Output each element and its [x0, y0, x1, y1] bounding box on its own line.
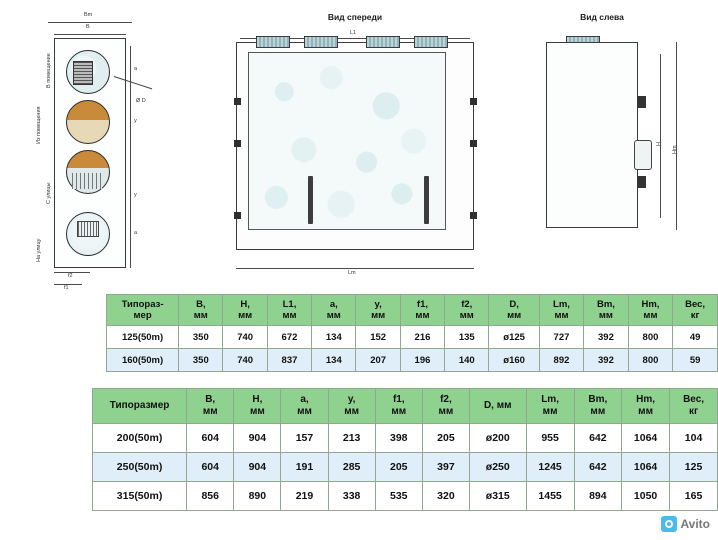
th-b: B, мм	[179, 295, 223, 326]
cell-lm: 727	[539, 326, 583, 349]
mount-bracket-tr	[470, 98, 477, 105]
mount-bracket-mr	[470, 140, 477, 147]
cell-y: 285	[328, 453, 375, 482]
cell-a: 219	[281, 482, 328, 511]
avito-logo-icon	[661, 516, 677, 532]
dim-d-label: Ø D	[136, 98, 146, 104]
cell-f2: 140	[445, 349, 489, 372]
avito-watermark-label: Avito	[680, 517, 710, 531]
dim-f2-label: f2	[68, 273, 73, 279]
door-handle-left[interactable]	[308, 176, 313, 224]
cell-weight: 165	[670, 482, 718, 511]
dim-y1-label: y	[134, 118, 137, 124]
th-model: Типораз- мер	[107, 295, 179, 326]
port-circle-3	[66, 150, 110, 194]
cell-b: 350	[179, 326, 223, 349]
cell-lm: 1245	[526, 453, 574, 482]
dim-y2-label: y	[134, 192, 137, 198]
table-row	[107, 326, 718, 349]
dim-bm-line	[48, 22, 132, 23]
port-circle-1	[66, 50, 110, 94]
cell-hm: 1050	[622, 482, 670, 511]
front-panel-face	[248, 52, 446, 230]
side-dim-hm-label: Hm	[672, 145, 678, 154]
th-h: H, мм	[223, 295, 267, 326]
th-b: B, мм	[187, 389, 234, 424]
side-connector-1	[638, 96, 646, 108]
cell-bm: 642	[574, 453, 621, 482]
door-handle-right[interactable]	[424, 176, 429, 224]
cell-weight: 104	[670, 424, 718, 453]
cell-b: 350	[179, 349, 223, 372]
side-dim-h-line	[660, 54, 661, 218]
cell-y: 338	[328, 482, 375, 511]
cell-model: 200(50m)	[93, 424, 187, 453]
port-circle-2	[66, 100, 110, 144]
cell-hm: 1064	[622, 453, 670, 482]
cell-bm: 392	[584, 326, 629, 349]
th-lm: Lm, мм	[539, 295, 583, 326]
th-hm: Hm, мм	[628, 295, 673, 326]
th-y: y, мм	[328, 389, 375, 424]
mount-bracket-ml	[234, 140, 241, 147]
cell-model: 160(50m)	[107, 349, 179, 372]
side-dim-h-label: H	[656, 142, 662, 146]
label-in-room: В помещение	[46, 53, 52, 88]
th-d: D, мм	[489, 295, 539, 326]
cell-lm: 955	[526, 424, 574, 453]
cell-hm: 1064	[622, 424, 670, 453]
front-dim-lm-label: Lm	[348, 270, 356, 276]
cell-h: 740	[223, 326, 267, 349]
front-view	[228, 30, 483, 276]
cell-h: 890	[234, 482, 281, 511]
left-view-title: Вид слева	[580, 12, 624, 22]
spec-table-small	[106, 294, 718, 372]
th-model: Типоразмер	[93, 389, 187, 424]
cell-y: 213	[328, 424, 375, 453]
th-l1: L1, мм	[267, 295, 311, 326]
dim-f1-label: f1	[64, 285, 69, 291]
cell-hm: 800	[628, 326, 673, 349]
top-duct-2	[304, 36, 338, 48]
cell-f1: 216	[400, 326, 444, 349]
cell-y: 207	[356, 349, 400, 372]
th-f2: f2, мм	[445, 295, 489, 326]
table-row	[107, 349, 718, 372]
th-f1: f1, мм	[375, 389, 422, 424]
table-row	[93, 424, 718, 453]
th-bm: Bm, мм	[584, 295, 629, 326]
table-header-row	[107, 295, 718, 326]
th-a: a, мм	[281, 389, 328, 424]
th-lm: Lm, мм	[526, 389, 574, 424]
table-row	[93, 453, 718, 482]
cell-f2: 135	[445, 326, 489, 349]
dim-a1-label: a	[134, 66, 138, 72]
side-dim-hm-line	[676, 42, 677, 230]
cell-h: 740	[223, 349, 267, 372]
cell-b: 856	[187, 482, 234, 511]
th-f2: f2, мм	[422, 389, 469, 424]
cell-d: ø200	[469, 424, 526, 453]
left-section-view	[30, 12, 160, 291]
cell-d: ø125	[489, 326, 539, 349]
cell-f2: 320	[422, 482, 469, 511]
cell-l1: 672	[267, 326, 311, 349]
cell-bm: 392	[584, 349, 629, 372]
side-housing-outline	[546, 42, 638, 228]
label-from-room: Из помещения	[36, 106, 42, 144]
cell-a: 134	[312, 349, 356, 372]
cell-hm: 800	[628, 349, 673, 372]
th-h: H, мм	[234, 389, 281, 424]
th-y: y, мм	[356, 295, 400, 326]
cell-f1: 196	[400, 349, 444, 372]
th-bm: Bm, мм	[574, 389, 621, 424]
cell-f1: 398	[375, 424, 422, 453]
mount-bracket-tl	[234, 98, 241, 105]
cell-f1: 205	[375, 453, 422, 482]
cell-a: 191	[281, 453, 328, 482]
label-to-street: На улицу	[36, 238, 42, 262]
top-duct-3	[366, 36, 400, 48]
cell-b: 604	[187, 424, 234, 453]
th-weight: Вес, кг	[670, 389, 718, 424]
cell-model: 315(50m)	[93, 482, 187, 511]
cell-f1: 535	[375, 482, 422, 511]
cell-b: 604	[187, 453, 234, 482]
cell-d: ø250	[469, 453, 526, 482]
left-side-view	[540, 36, 690, 258]
front-dim-l1-label: L1	[350, 30, 357, 36]
dim-bm-label: Bm	[84, 12, 93, 18]
top-duct-1	[256, 36, 290, 48]
table-header-row	[93, 389, 718, 424]
cell-d: ø315	[469, 482, 526, 511]
label-from-street: С улицы	[46, 182, 52, 204]
cell-a: 157	[281, 424, 328, 453]
mount-bracket-bl	[234, 212, 241, 219]
dim-right-chain	[130, 46, 131, 268]
cell-bm: 894	[574, 482, 621, 511]
front-view-title: Вид спереди	[327, 12, 383, 22]
cell-h: 904	[234, 424, 281, 453]
cell-weight: 59	[673, 349, 718, 372]
mount-bracket-br	[470, 212, 477, 219]
cell-y: 152	[356, 326, 400, 349]
side-connector-2	[638, 176, 646, 188]
th-weight: Вес, кг	[673, 295, 718, 326]
side-control-box	[634, 140, 652, 170]
cell-lm: 1455	[526, 482, 574, 511]
dim-a2-label: a	[134, 230, 138, 236]
th-a: a, мм	[312, 295, 356, 326]
cell-weight: 49	[673, 326, 718, 349]
th-f1: f1, мм	[400, 295, 444, 326]
dim-b-label: B	[86, 24, 90, 30]
cell-f2: 397	[422, 453, 469, 482]
cell-a: 134	[312, 326, 356, 349]
port-circle-4	[66, 212, 110, 256]
cell-l1: 837	[267, 349, 311, 372]
cell-model: 125(50m)	[107, 326, 179, 349]
cell-model: 250(50m)	[93, 453, 187, 482]
dim-b-line	[54, 34, 126, 35]
spec-table-large	[92, 388, 718, 511]
cell-lm: 892	[539, 349, 583, 372]
cell-d: ø160	[489, 349, 539, 372]
top-duct-4	[414, 36, 448, 48]
th-hm: Hm, мм	[622, 389, 670, 424]
cell-f2: 205	[422, 424, 469, 453]
avito-watermark	[661, 516, 710, 532]
cell-weight: 125	[670, 453, 718, 482]
front-dim-lm-line	[236, 268, 474, 269]
cell-bm: 642	[574, 424, 621, 453]
th-d: D, мм	[469, 389, 526, 424]
cell-h: 904	[234, 453, 281, 482]
table-row	[93, 482, 718, 511]
